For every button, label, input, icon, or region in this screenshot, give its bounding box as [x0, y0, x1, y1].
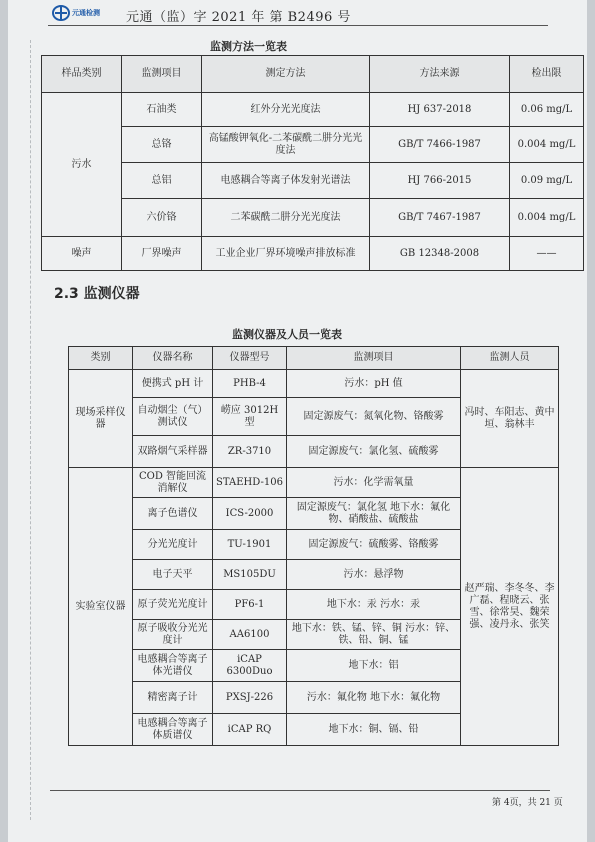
monitoring-items-cell: 污水：氟化物 地下水：氟化物	[287, 682, 461, 714]
monitoring-items-cell: 固定源废气：氯化氢 地下水：氟化物、硝酸盐、硫酸盐	[287, 498, 461, 530]
column-header: 检出限	[510, 56, 584, 93]
limit-cell: 0.004 mg/L	[510, 127, 584, 163]
monitoring-items-cell: 污水：pH 值	[287, 370, 461, 398]
method-cell: 高锰酸钾氧化-二苯碳酰二肼分光光度法	[202, 127, 370, 163]
monitoring-items-cell: 地下水：铝	[287, 650, 461, 682]
model-cell: MS105DU	[213, 560, 287, 590]
item-cell: 石油类	[122, 93, 202, 127]
instrument-table-title: 监测仪器及人员一览表	[232, 328, 342, 341]
column-header: 监测项目	[122, 56, 202, 93]
table-row	[42, 127, 584, 163]
page-number: 第 4页，共 21 页	[492, 798, 563, 808]
monitoring-items-cell: 地下水：铁、锰、锌、铜 污水：锌、铁、铅、铜、锰	[287, 620, 461, 650]
method-cell: 红外分光光度法	[202, 93, 370, 127]
item-cell: 六价铬	[122, 199, 202, 237]
doc-number: 元通（监）字 2021 年 第 B2496 号	[126, 10, 351, 25]
column-header: 方法来源	[370, 56, 510, 93]
column-header: 测定方法	[202, 56, 370, 93]
column-header: 监测人员	[461, 347, 559, 370]
model-cell: iCAP RQ	[213, 714, 287, 746]
table-row	[69, 370, 559, 398]
model-cell: ZR-3710	[213, 436, 287, 468]
staff-cell: 赵严瑞、李冬冬、李广磊、程晓云、张雪、徐常昊、魏荣强、凌丹永、张笑	[461, 468, 559, 746]
instrument-name-cell: 双路烟气采样器	[133, 436, 213, 468]
model-cell: iCAP 6300Duo	[213, 650, 287, 682]
model-cell: AA6100	[213, 620, 287, 650]
instrument-name-cell: COD 智能回流消解仪	[133, 468, 213, 498]
model-cell: ICS-2000	[213, 498, 287, 530]
source-cell: GB 12348-2008	[370, 237, 510, 271]
limit-cell: 0.09 mg/L	[510, 163, 584, 199]
model-cell: TU-1901	[213, 530, 287, 560]
table-row	[42, 93, 584, 127]
monitoring-items-cell: 固定源废气：氮氧化物、铬酸雾	[287, 398, 461, 436]
instrument-name-cell: 离子色谱仪	[133, 498, 213, 530]
limit-cell: ——	[510, 237, 584, 271]
category-cell: 污水	[42, 93, 122, 237]
column-header: 仪器名称	[133, 347, 213, 370]
instrument-name-cell: 电感耦合等离子体质谱仪	[133, 714, 213, 746]
model-cell: PXSJ-226	[213, 682, 287, 714]
monitoring-items-cell: 污水：悬浮物	[287, 560, 461, 590]
monitoring-items-cell: 地下水：汞 污水：汞	[287, 590, 461, 620]
company-logo-icon	[52, 4, 116, 22]
model-cell: PF6-1	[213, 590, 287, 620]
item-cell: 总铬	[122, 127, 202, 163]
instrument-name-cell: 便携式 pH 计	[133, 370, 213, 398]
table-header-row	[69, 347, 559, 370]
column-header: 仪器型号	[213, 347, 287, 370]
method-cell: 工业企业厂界环境噪声排放标准	[202, 237, 370, 271]
column-header: 类别	[69, 347, 133, 370]
monitoring-items-cell: 固定源废气：硫酸雾、铬酸雾	[287, 530, 461, 560]
instrument-name-cell: 电感耦合等离子体光谱仪	[133, 650, 213, 682]
table-header-row	[42, 56, 584, 93]
item-cell: 总铝	[122, 163, 202, 199]
method-cell: 二苯碳酰二肼分光光度法	[202, 199, 370, 237]
footer-rule	[50, 790, 550, 791]
item-cell: 厂界噪声	[122, 237, 202, 271]
table-row	[42, 237, 584, 271]
instrument-name-cell: 电子天平	[133, 560, 213, 590]
document-page	[8, 0, 587, 842]
instrument-name-cell: 原子荧光光度计	[133, 590, 213, 620]
source-cell: HJ 766-2015	[370, 163, 510, 199]
monitoring-items-cell: 污水：化学需氧量	[287, 468, 461, 498]
instrument-table	[68, 346, 559, 746]
instrument-name-cell: 分光光度计	[133, 530, 213, 560]
table-row	[42, 199, 584, 237]
header-rule	[48, 25, 548, 26]
monitoring-items-cell: 地下水：铜、镉、铅	[287, 714, 461, 746]
model-cell: STAEHD-106	[213, 468, 287, 498]
category-cell: 现场采样仪器	[69, 370, 133, 468]
category-cell: 噪声	[42, 237, 122, 271]
limit-cell: 0.004 mg/L	[510, 199, 584, 237]
source-cell: GB/T 7467-1987	[370, 199, 510, 237]
column-header: 监测项目	[287, 347, 461, 370]
instrument-name-cell: 自动烟尘（气）测试仪	[133, 398, 213, 436]
source-cell: GB/T 7466-1987	[370, 127, 510, 163]
table-row	[42, 163, 584, 199]
model-cell: 崂应 3012H 型	[213, 398, 287, 436]
method-cell: 电感耦合等离子体发射光谱法	[202, 163, 370, 199]
binding-line	[30, 40, 31, 820]
source-cell: HJ 637-2018	[370, 93, 510, 127]
limit-cell: 0.06 mg/L	[510, 93, 584, 127]
method-table	[41, 55, 584, 271]
model-cell: PHB-4	[213, 370, 287, 398]
category-cell: 实验室仪器	[69, 468, 133, 746]
table-row	[69, 468, 559, 498]
monitoring-items-cell: 固定源废气：氯化氢、硫酸雾	[287, 436, 461, 468]
section-heading: 2.3 监测仪器	[54, 286, 140, 302]
logo-text: 元通检测	[72, 8, 100, 17]
instrument-name-cell: 精密离子计	[133, 682, 213, 714]
instrument-name-cell: 原子吸收分光光度计	[133, 620, 213, 650]
page-header	[52, 4, 552, 26]
column-header: 样品类别	[42, 56, 122, 93]
method-table-title: 监测方法一览表	[210, 40, 287, 53]
staff-cell: 冯时、车阳志、黄中垣、翁林丰	[461, 370, 559, 468]
